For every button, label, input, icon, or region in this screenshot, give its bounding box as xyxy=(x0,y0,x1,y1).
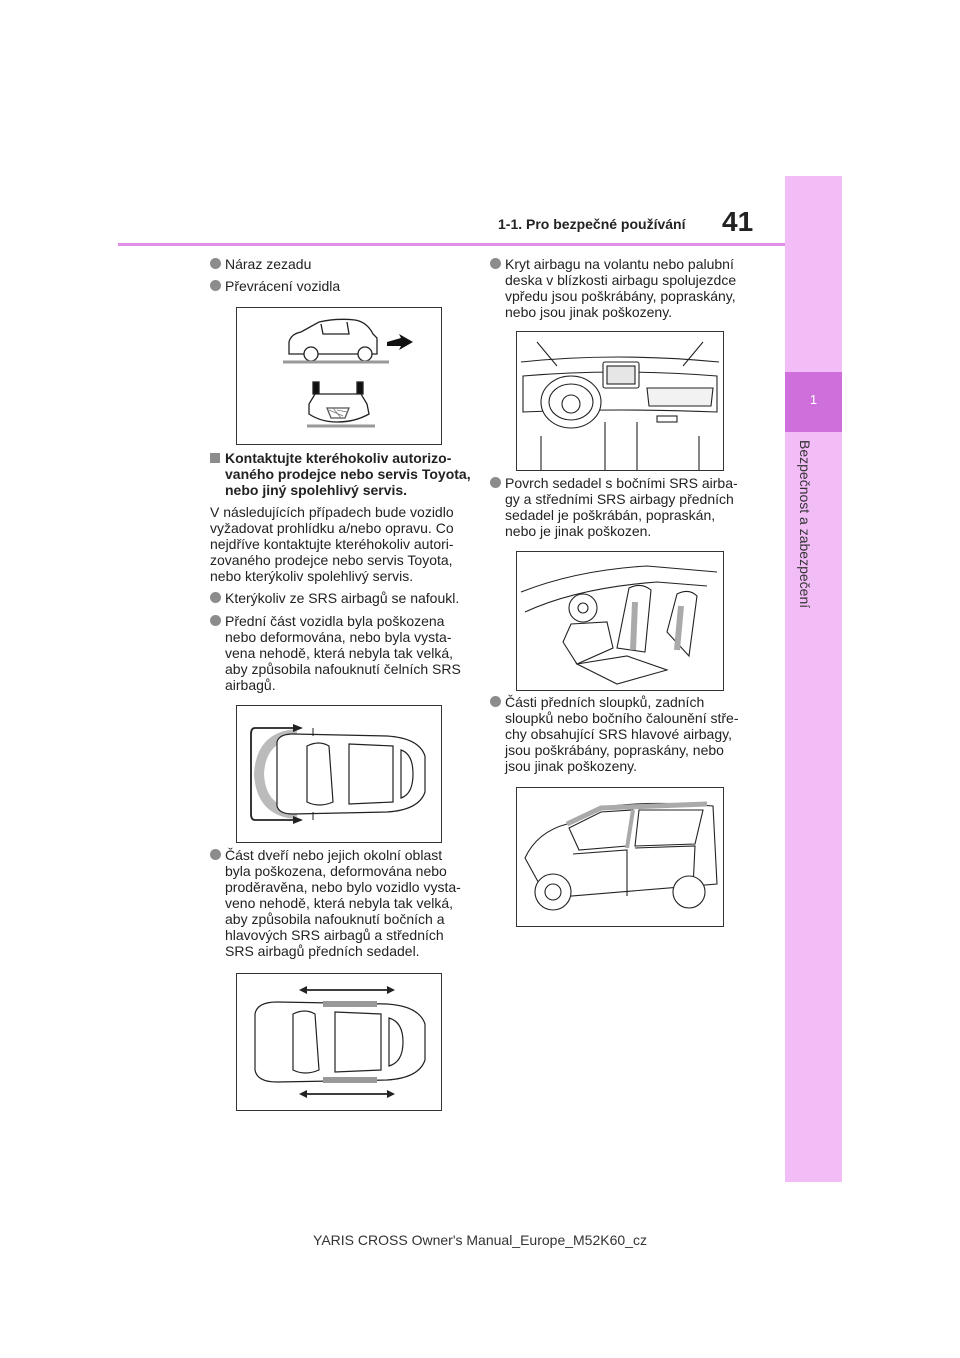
bullet-dot-icon xyxy=(210,849,221,860)
figure-side-damage xyxy=(236,973,442,1111)
section-title: 1-1. Pro bezpečné používání xyxy=(498,216,686,232)
bullet-text: Kterýkoliv ze SRS airbagů se nafoukl. xyxy=(225,590,460,606)
figure-rear-impact-rollover xyxy=(236,307,442,445)
bullet-rear-impact xyxy=(210,256,470,272)
rear-impact-rollover-illustration xyxy=(237,308,441,444)
pillars-illustration xyxy=(517,788,723,926)
bullet-airbag-inflated xyxy=(210,590,470,606)
bullet-dot-icon xyxy=(210,615,221,626)
bullet-text: Část dveří nebo jejich okolní oblast byla poškozena, deformována nebo proděravěna, nebo bylo vozidlo vysta-veno nehodě, která nebyla tak velká, aby způsobila nafouknutí bočních a hlavových SRS airbagů a středních SRS airbagů předních sedadel. xyxy=(225,847,461,959)
seats-illustration xyxy=(517,552,723,690)
chapter-tab-top xyxy=(785,176,842,372)
section-heading xyxy=(210,450,472,498)
chapter-number: 1 xyxy=(809,392,818,407)
dashboard-illustration xyxy=(517,332,723,470)
bullet-dot-icon xyxy=(210,258,221,269)
page-number: 41 xyxy=(722,206,754,237)
footer-manual-id: YARIS CROSS Owner's Manual_Europe_M52K60_cz xyxy=(313,1232,647,1248)
bullet-dot-icon xyxy=(490,477,501,488)
header-divider xyxy=(118,243,785,246)
bullet-dot-icon xyxy=(490,258,501,269)
figure-front-damage xyxy=(236,705,442,843)
bullet-text: Kryt airbagu na volantu nebo palubní deska v blízkosti airbagu spolujezdce vpředu jsou poškrábány, popraskány, nebo jsou jinak poškozeny. xyxy=(505,256,737,320)
heading-square-icon xyxy=(210,453,220,463)
figure-pillars xyxy=(516,787,724,927)
bullet-text: Části předních sloupků, zadních sloupků nebo bočního čalounění stře-chy obsahující SRS hlavové airbagy, jsou poškrábány, popraskány, nebo jsou jinak poškozeny. xyxy=(505,694,739,774)
bullet-airbag-cover xyxy=(490,256,750,320)
intro-paragraph: V následujících případech bude vozidlo vyžadovat prohlídku a/nebo opravu. Co nejdříve kontaktujte kteréhokoliv autori-zovaného prodejce nebo servis Toyota, nebo kterýkoliv spolehlivý servis. xyxy=(210,504,454,584)
bullet-dot-icon xyxy=(210,280,221,291)
figure-seats xyxy=(516,551,724,691)
bullet-pillars xyxy=(490,694,750,774)
bullet-dot-icon xyxy=(210,592,221,603)
figure-dashboard xyxy=(516,331,724,471)
chapter-title: Bezpečnost a zabezpečení xyxy=(797,440,813,609)
bullet-rollover xyxy=(210,278,470,294)
chapter-tab-bottom xyxy=(785,432,842,1182)
side-damage-illustration xyxy=(237,974,441,1110)
bullet-front-damage xyxy=(210,613,470,693)
bullet-seat-surface xyxy=(490,475,750,539)
bullet-text: Převrácení vozidla xyxy=(225,278,341,294)
heading-text: Kontaktujte kteréhokoliv autorizo-vaného prodejce nebo servis Toyota, nebo jiný spolehlivý servis. xyxy=(225,450,471,498)
front-damage-illustration xyxy=(237,706,441,842)
bullet-text: Přední část vozidla byla poškozena nebo deformována, nebo byla vysta-vena nehodě, která nebyla tak velká, aby způsobila nafouknutí čelních SRS airbagů. xyxy=(225,613,461,693)
bullet-text: Povrch sedadel s bočními SRS airba-gy a středními SRS airbagy předních sedadel je poškrábán, popraskán, nebo je jinak poškozen. xyxy=(505,475,738,539)
bullet-door-damage xyxy=(210,847,470,959)
bullet-text: Náraz zezadu xyxy=(225,256,312,272)
bullet-dot-icon xyxy=(490,696,501,707)
